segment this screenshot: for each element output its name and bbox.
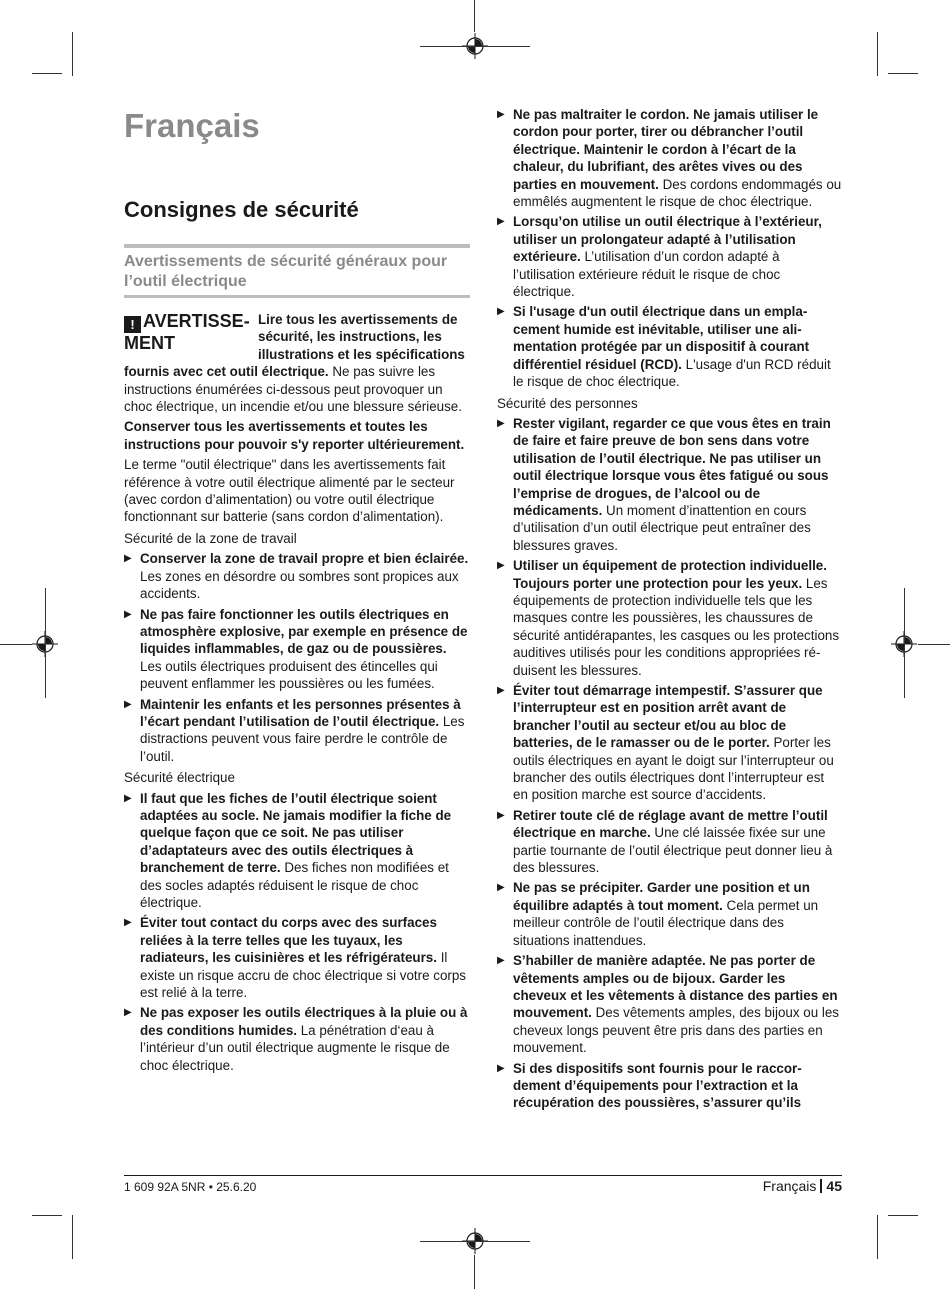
list-item: ▶ Lorsqu’on utilise un outil électrique à l’extérieur, utiliser un prolongateur adapté à l’utilisation extérieure. L’utilisation d’un cordon adapté à l’utilisation extérieure réduit le risque de choc électrique.: [497, 214, 822, 300]
bullet-arrow-icon: ▶: [124, 608, 132, 620]
footer-separator: [820, 1179, 822, 1193]
list-item: ▶ Conserver la zone de travail propre et bien éclairée. Les zones en désordre ou sombres sont propices aux accidents.: [124, 551, 469, 602]
crop-mark: [420, 1241, 530, 1242]
warning-label-box: [124, 311, 254, 354]
crop-mark: [888, 1215, 918, 1216]
footer-page-info: [763, 1178, 842, 1194]
warning-triangle-icon: !: [124, 316, 141, 333]
crop-mark: [474, 0, 475, 32]
bullet-arrow-icon: ▶: [124, 1007, 132, 1019]
footer-language: Français: [762, 1178, 817, 1194]
bullet-arrow-icon: ▶: [497, 685, 505, 696]
definition-paragraph: Le terme "outil électrique" dans les avertissements fait référence à votre outil électrique alimenté par le secteur (avec cordon d’alimentation) ou votre outil électrique fonctionnant sur batterie (sans cordon d’alimentation).: [124, 457, 455, 525]
crop-mark: [45, 588, 46, 698]
bullet-arrow-icon: ▶: [124, 553, 132, 565]
bullet-arrow-icon: ▶: [497, 417, 505, 429]
bullet-arrow-icon: ▶: [497, 306, 505, 318]
warning-label-text: AVERTISSE-MENT: [124, 311, 250, 353]
bullet-arrow-icon: ▶: [497, 809, 505, 821]
list-item: ▶ S’habiller de manière adaptée. Ne pas porter de vêtements amples ou de bijoux. Garder les cheveux et les vêtements à distance des parties en mouvement. Des vêtements amples, des bijoux ou les cheveux longs peuvent être pris dans des parties en mouvement.: [497, 953, 839, 1056]
bullet-arrow-icon: ▶: [497, 560, 505, 572]
bullet-arrow-icon: ▶: [497, 882, 505, 894]
bullet-arrow-icon: ▶: [124, 698, 132, 710]
footer-divider: [124, 1175, 842, 1176]
crop-mark: [877, 1215, 878, 1259]
crop-mark: [918, 644, 950, 645]
page-number: 45: [826, 1178, 842, 1194]
list-item: ▶ Retirer toute clé de réglage avant de mettre l’outil électrique en marche. Une clé laissée fixée sur une partie tournante de l’outil électrique peut donner lieu à des blessures.: [497, 807, 833, 876]
list-item: ▶ Éviter tout démarrage intempestif. S’assurer que l’interrupteur est en position arrêt avant de brancher l’outil au secteur et/ou au bloc de batteries, de le ramasser ou de le porter. Porter les outils électriques en ayant le doigt sur l’interrupteur ou brancher des outils électriques dont l’interrupteur est en position marche est source d’accidents.: [497, 683, 834, 803]
section-heading: Sécurité de la zone de travail: [124, 530, 297, 546]
work-area-list: [124, 550, 470, 765]
crop-mark: [420, 46, 530, 47]
list-item: ▶ Si des dispositifs sont fournis pour le raccordement d’équipements pour l’extraction et la récupération des poussières, s’assurer qu’ils: [497, 1060, 802, 1111]
list-item: ▶ Il faut que les fiches de l’outil électrique soient adaptées au socle. Ne jamais modifier la fiche de quelque façon que ce soit. Ne pas utiliser d’adaptateurs avec des outils électriques à branchement de terre. Des fiches non modifiées et des socles adaptés réduisent le risque de choc électrique.: [124, 790, 452, 910]
crop-mark: [32, 73, 62, 74]
left-column: [124, 100, 470, 1077]
electrical-list-continued: [497, 106, 842, 391]
footer-doc-code: 1 609 92A 5NR • 25.6.20: [124, 1180, 257, 1194]
crop-mark: [0, 644, 32, 645]
warning-block: [124, 311, 470, 415]
right-column: [497, 106, 842, 1115]
electrical-list: [124, 790, 470, 1075]
bullet-arrow-icon: ▶: [497, 1062, 505, 1074]
crop-mark: [474, 1255, 475, 1289]
crop-mark: [888, 73, 918, 74]
warning-bold-text: Lire tous les avertissements de sécurité, les instructions, les illustrations et les spécifications fournis avec cet outil électrique.: [124, 312, 465, 380]
section-heading: Sécurité électrique: [124, 770, 235, 786]
crop-mark: [72, 1215, 73, 1259]
bullet-arrow-icon: ▶: [497, 109, 505, 120]
list-item: ▶ Ne pas exposer les outils électriques à la pluie ou à des conditions humides. La pénétration d‘eau à l’intérieur d’un outil électrique augmente le risque de choc électrique.: [124, 1005, 468, 1073]
list-item: ▶ Ne pas maltraiter le cordon. Ne jamais utiliser le cordon pour porter, tirer ou débrancher l’outil électrique. Maintenir le cordon à l’écart de la chaleur, du lubrifiant, des arêtes vives ou des parties en mouvement. Des cordons endommagés ou emmêlés augmentent le risque de choc électrique.: [497, 107, 842, 210]
list-item: ▶ Si l'usage d'un outil électrique dans un emplacement humide est inévitable, utiliser une alimentation protégée par un dispositif à courant différentiel résiduel (RCD). L'usage d'un RCD réduit le risque de choc électrique.: [497, 304, 831, 390]
section-heading: Sécurité des personnes: [497, 395, 638, 411]
list-item: ▶ Éviter tout contact du corps avec des surfaces reliées à la terre telles que les tuyaux, les radiateurs, les cuisinières et les réfrigérateurs. Il existe un risque accru de choc électrique si votre corps est relié à la terre.: [124, 915, 466, 1001]
list-item: ▶ Ne pas se précipiter. Garder une position et un équilibre adaptés à tout moment. Cela permet un meilleur contrôle de l’outil électrique dans des situations inattendues.: [497, 880, 819, 948]
bullet-arrow-icon: ▶: [497, 955, 505, 967]
bullet-arrow-icon: ▶: [124, 792, 132, 804]
keep-instructions: Conserver tous les avertissements et toutes les instructions pour pouvoir s'y reporter ultérieurement.: [124, 419, 465, 452]
bullet-arrow-icon: ▶: [497, 216, 505, 228]
warning-normal-text: Ne pas suivre les instructions énumérées ci-dessous peut provoquer un choc électrique, un incendie et/ou une blessure sérieuse.: [124, 364, 462, 415]
subsection-title: Avertissements de sécurité généraux pour l’outil électrique: [124, 244, 470, 298]
crop-mark: [877, 32, 878, 76]
page-language-title: Français: [124, 107, 260, 144]
list-item: ▶ Utiliser un équipement de protection individuelle. Toujours porter une protection pour les yeux. Les équipements de protection individuelle tels que les masques contre les poussières, les chaussures de sécurité antidérapantes, les casques ou les protections auditives utilisés pour les conditions appropriées réduisent les blessures.: [497, 558, 840, 678]
personal-list: [497, 415, 842, 1112]
crop-mark: [32, 1215, 62, 1216]
list-item: ▶ Rester vigilant, regarder ce que vous êtes en train de faire et faire preuve de bon sens dans votre utilisation de l’outil électrique. Ne pas utiliser un outil électrique lorsque vous êtes fatigué ou sous l’emprise de drogues, de l’alcool ou de médicaments. Un moment d’inattention en cours d’utilisation d’un outil électrique peut entraîner des blessures graves.: [497, 415, 831, 553]
section-title: Consignes de sécurité: [124, 197, 359, 222]
bullet-arrow-icon: ▶: [124, 917, 132, 929]
list-item: ▶ Maintenir les enfants et les personnes présentes à l’écart pendant l’utilisation de l’outil électrique. Les distractions peuvent vous faire perdre le contrôle de l’outil.: [124, 696, 465, 764]
crop-mark: [904, 588, 905, 698]
crop-mark: [72, 32, 73, 76]
list-item: ▶ Ne pas faire fonctionner les outils électriques en atmosphère explosive, par exemple en présence de liquides inflammables, de gaz ou de poussières. Les outils électriques produisent des étincelles qui peuvent enflammer les poussières ou les fumées.: [124, 606, 468, 692]
warning-label: [124, 311, 254, 354]
